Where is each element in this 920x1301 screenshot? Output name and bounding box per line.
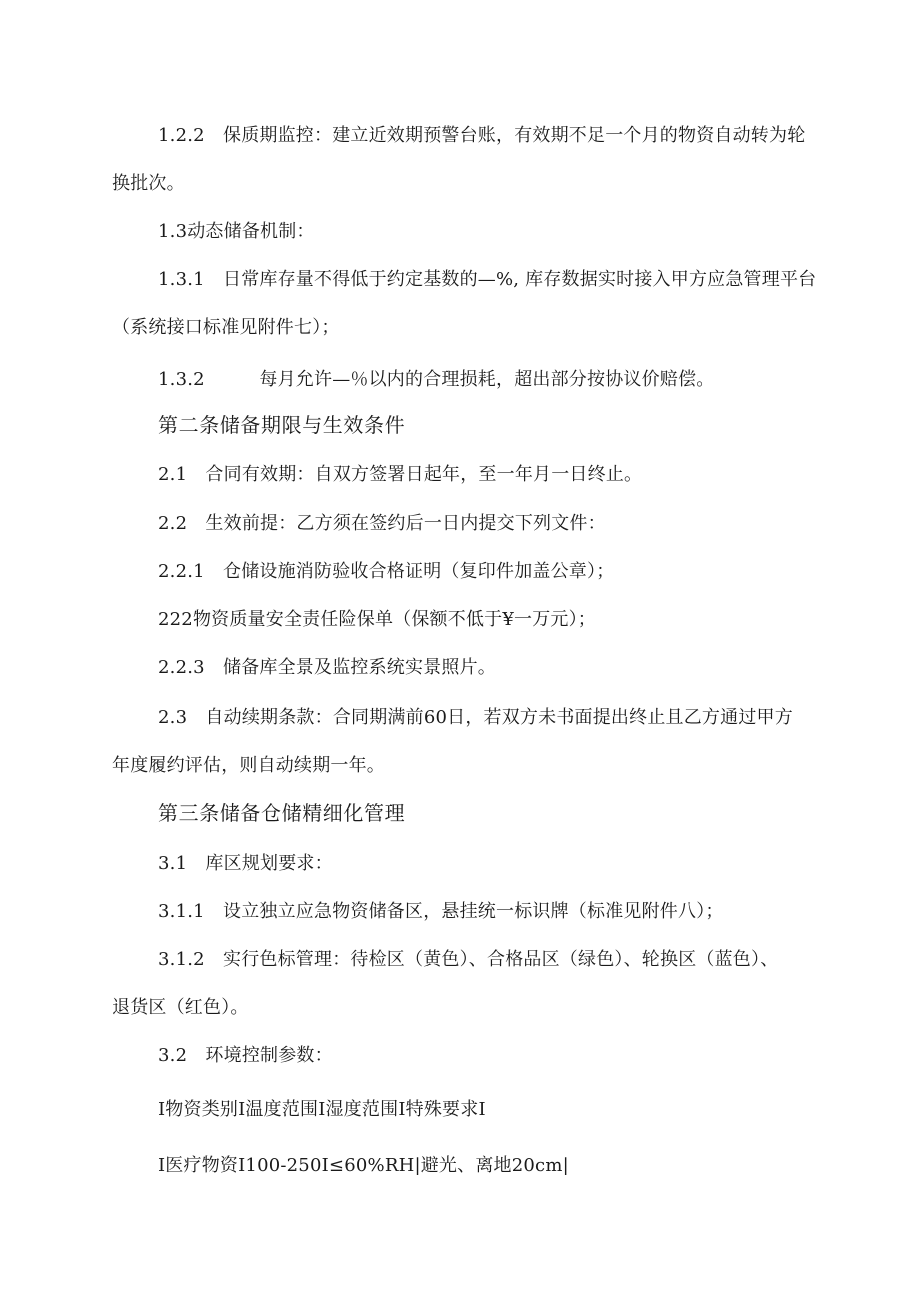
clause-2-3-line-1: 2.3 自动续期条款：合同期满前60日，若双方未书面提出终止且乙方通过甲方 bbox=[158, 707, 793, 728]
clause-3-1-1: 3.1.1 设立独立应急物资储备区，悬挂统一标识牌（标准见附件八）； bbox=[158, 901, 724, 922]
article-2-heading: 第二条储备期限与生效条件 bbox=[158, 413, 406, 437]
clause-2-2-3: 2.2.3 储备库全景及监控系统实景照片。 bbox=[158, 657, 496, 678]
clause-1-2-2-line-1: 1.2.2 保质期监控：建立近效期预警台账，有效期不足一个月的物资自动转为轮 bbox=[158, 125, 806, 146]
clause-1-3-1-line-1: 1.3.1 日常库存量不得低于约定基数的—%, 库存数据实时接入甲方应急管理平台 bbox=[158, 269, 817, 290]
table-header-row: I物资类别I温度范围I湿度范围I特殊要求I bbox=[158, 1099, 486, 1120]
clause-2-3-line-2: 年度履约评估，则自动续期一年。 bbox=[112, 755, 385, 776]
clause-3-1-2-line-1: 3.1.2 实行色标管理：待检区（黄色）、合格品区（绿色）、轮换区（蓝色）、 bbox=[158, 949, 779, 970]
clause-3-2: 3.2 环境控制参数： bbox=[158, 1045, 333, 1066]
clause-3-1-2-line-2: 退货区（红色）。 bbox=[112, 997, 249, 1018]
article-3-heading: 第三条储备仓储精细化管理 bbox=[158, 801, 406, 825]
clause-2-1: 2.1 合同有效期：自双方签署日起年，至一年月一日终止。 bbox=[158, 464, 643, 485]
heading-1-3: 1.3动态储备机制： bbox=[158, 221, 315, 242]
clause-2-2-1: 2.2.1 仓储设施消防验收合格证明（复印件加盖公章）； bbox=[158, 561, 615, 582]
clause-1-3-1-line-2: （系统接口标准见附件七）； bbox=[112, 317, 340, 338]
clause-2-2-2: 222物资质量安全责任险保单（保额不低于¥一万元）； bbox=[158, 609, 597, 630]
clause-2-2: 2.2 生效前提：乙方须在签约后一日内提交下列文件： bbox=[158, 513, 606, 534]
clause-1-3-2: 1.3.2 每月允许—％以内的合理损耗，超出部分按协议价赔偿。 bbox=[158, 369, 715, 390]
table-row-medical: I医疗物资I100-250I≤60%RH|避光、离地20cm| bbox=[158, 1155, 569, 1176]
clause-3-1: 3.1 库区规划要求： bbox=[158, 853, 333, 874]
clause-1-2-2-line-2: 换批次。 bbox=[112, 173, 185, 194]
